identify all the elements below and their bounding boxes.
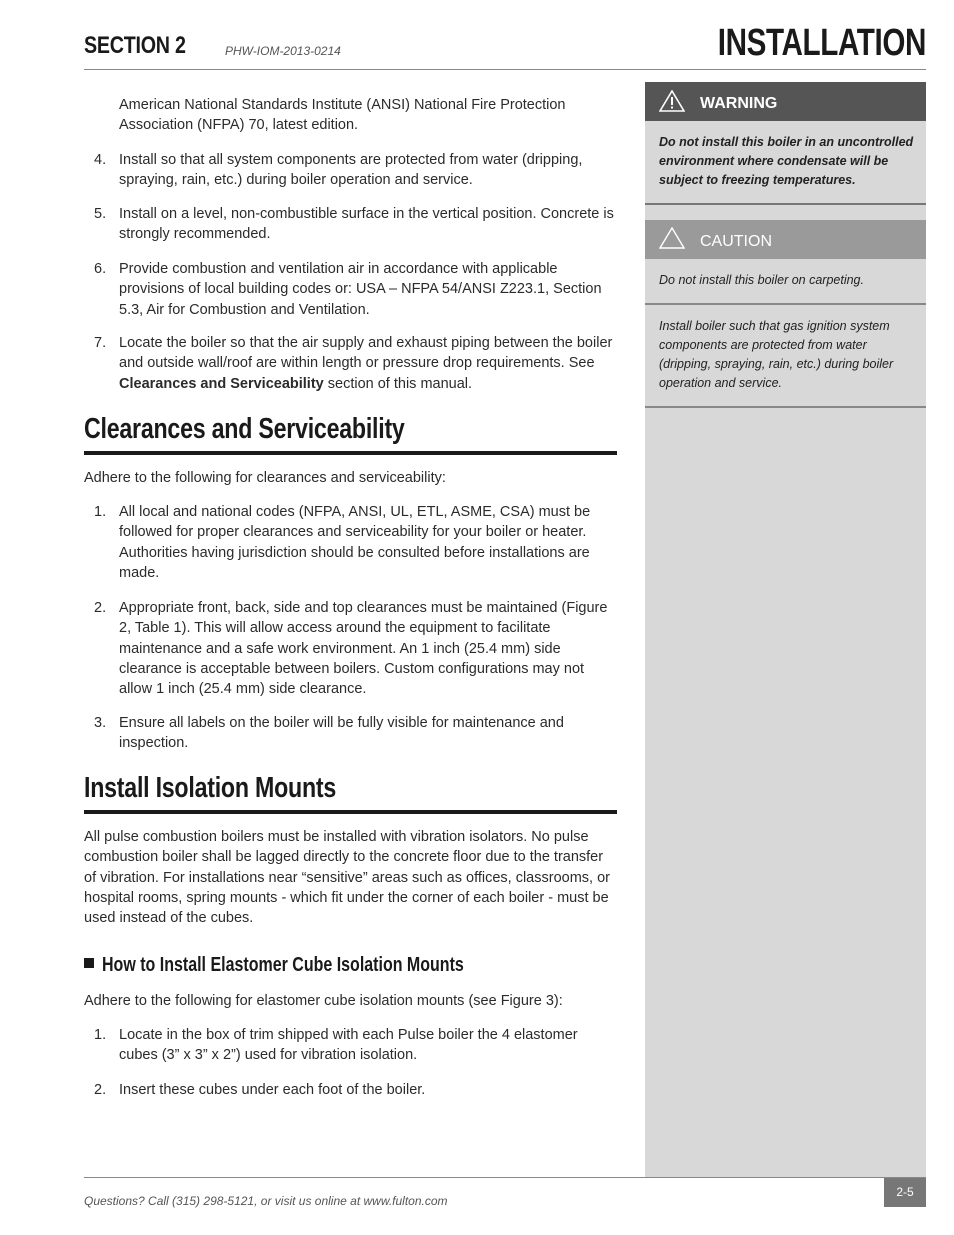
document-number: PHW-IOM-2013-0214 [225, 44, 341, 58]
list-text: Locate the boiler so that the air supply and exhaust piping between the boiler and outside wall/roof are within length or pressure drop requirements. See Clearances and Serviceability section of this manual. [119, 335, 613, 392]
caution-text-2: Install boiler such that gas ignition system components are protected from water (dripping, spraying, rain, etc.) during boiler operation and service. [659, 319, 894, 390]
section-label: SECTION 2 [84, 32, 186, 59]
list-number: 3. [94, 715, 107, 731]
cross-reference: Clearances and Serviceability [119, 375, 324, 392]
list-text: All local and national codes (NFPA, ANSI, UL, ETL, ASME, CSA) must be followed for proper clearances and serviceability for your boiler or heater. Authorities having jurisdiction should be consulted before installations are made. [119, 504, 591, 581]
caution-box-2 [645, 305, 926, 408]
footer-divider [84, 1177, 926, 1178]
header-divider [84, 69, 926, 70]
list-text: Install so that all system components are protected from water (dripping, spraying, rain, etc.) during boiler operation and service. [119, 152, 583, 189]
clearances-lead: Adhere to the following for clearances and serviceability: [84, 470, 446, 486]
list-number: 2. [94, 600, 107, 616]
list-text: Ensure all labels on the boiler will be fully visible for maintenance and inspection. [119, 715, 564, 752]
footer-contact: Questions? Call (315) 298-5121, or visit us online at www.fulton.com [84, 1194, 448, 1208]
sub-heading-elastomer: How to Install Elastomer Cube Isolation Mounts [84, 954, 617, 977]
list-number: 2. [94, 1082, 107, 1098]
list-text: Appropriate front, back, side and top clearances must be maintained (Figure 2, Table 1). This will allow access around the equipment to facilitate maintenance and a safe work environment. An 1 inch (25.4 mm) side clearance is acceptable between boilers. Custom configurations may not allow 1 inch (25.4 mm) side clearance. [119, 600, 608, 698]
list-text: Provide combustion and ventilation air in accordance with applicable provisions of local building codes or: USA – NFPA 54/ANSI Z223.1, Section 5.3, Air for Combustion and Ventilation. [119, 261, 602, 318]
section-heading-isolation: Install Isolation Mounts [84, 772, 617, 814]
caution-box-1 [645, 259, 926, 305]
list-text: Install on a level, non-combustible surface in the vertical position. Concrete is strongly recommended. [119, 206, 614, 243]
caution-label: CAUTION [700, 233, 772, 250]
continued-paragraph: American National Standards Institute (ANSI) National Fire Protection Association (NFPA) 70, latest edition. [119, 97, 566, 134]
list-number: 7. [94, 335, 107, 351]
warning-triangle-icon [659, 90, 685, 117]
warning-text: Do not install this boiler in an uncontrolled environment where condensate will be subject to freezing temperatures. [659, 135, 914, 187]
list-text: Insert these cubes under each foot of the boiler. [119, 1082, 426, 1098]
page-number: 2-5 [884, 1178, 926, 1207]
list-number: 4. [94, 152, 107, 168]
warning-box [645, 121, 926, 205]
list-number: 1. [94, 504, 107, 520]
warning-label: WARNING [700, 95, 778, 112]
bullet-square-icon [84, 958, 94, 968]
list-number: 5. [94, 206, 107, 222]
page-title: INSTALLATION [717, 22, 926, 64]
caution-triangle-icon [659, 227, 685, 254]
list-number: 1. [94, 1027, 107, 1043]
caution-text-1: Do not install this boiler on carpeting. [659, 273, 864, 287]
warning-header [645, 82, 926, 121]
caution-header [645, 220, 926, 259]
section-heading-clearances: Clearances and Serviceability [84, 413, 617, 455]
elastomer-lead: Adhere to the following for elastomer cube isolation mounts (see Figure 3): [84, 993, 563, 1009]
isolation-body: All pulse combustion boilers must be installed with vibration isolators. No pulse combustion boiler shall be lagged directly to the concrete floor due to the transfer of vibration. For installations near “sensitive” areas such as offices, classrooms, or hospital rooms, spring mounts - which fit under the corner of each boiler - must be used instead of the cubes. [84, 829, 610, 927]
list-number: 6. [94, 261, 107, 277]
list-text: Locate in the box of trim shipped with each Pulse boiler the 4 elastomer cubes (3” x 3” x 2”) used for vibration isolation. [119, 1027, 578, 1064]
